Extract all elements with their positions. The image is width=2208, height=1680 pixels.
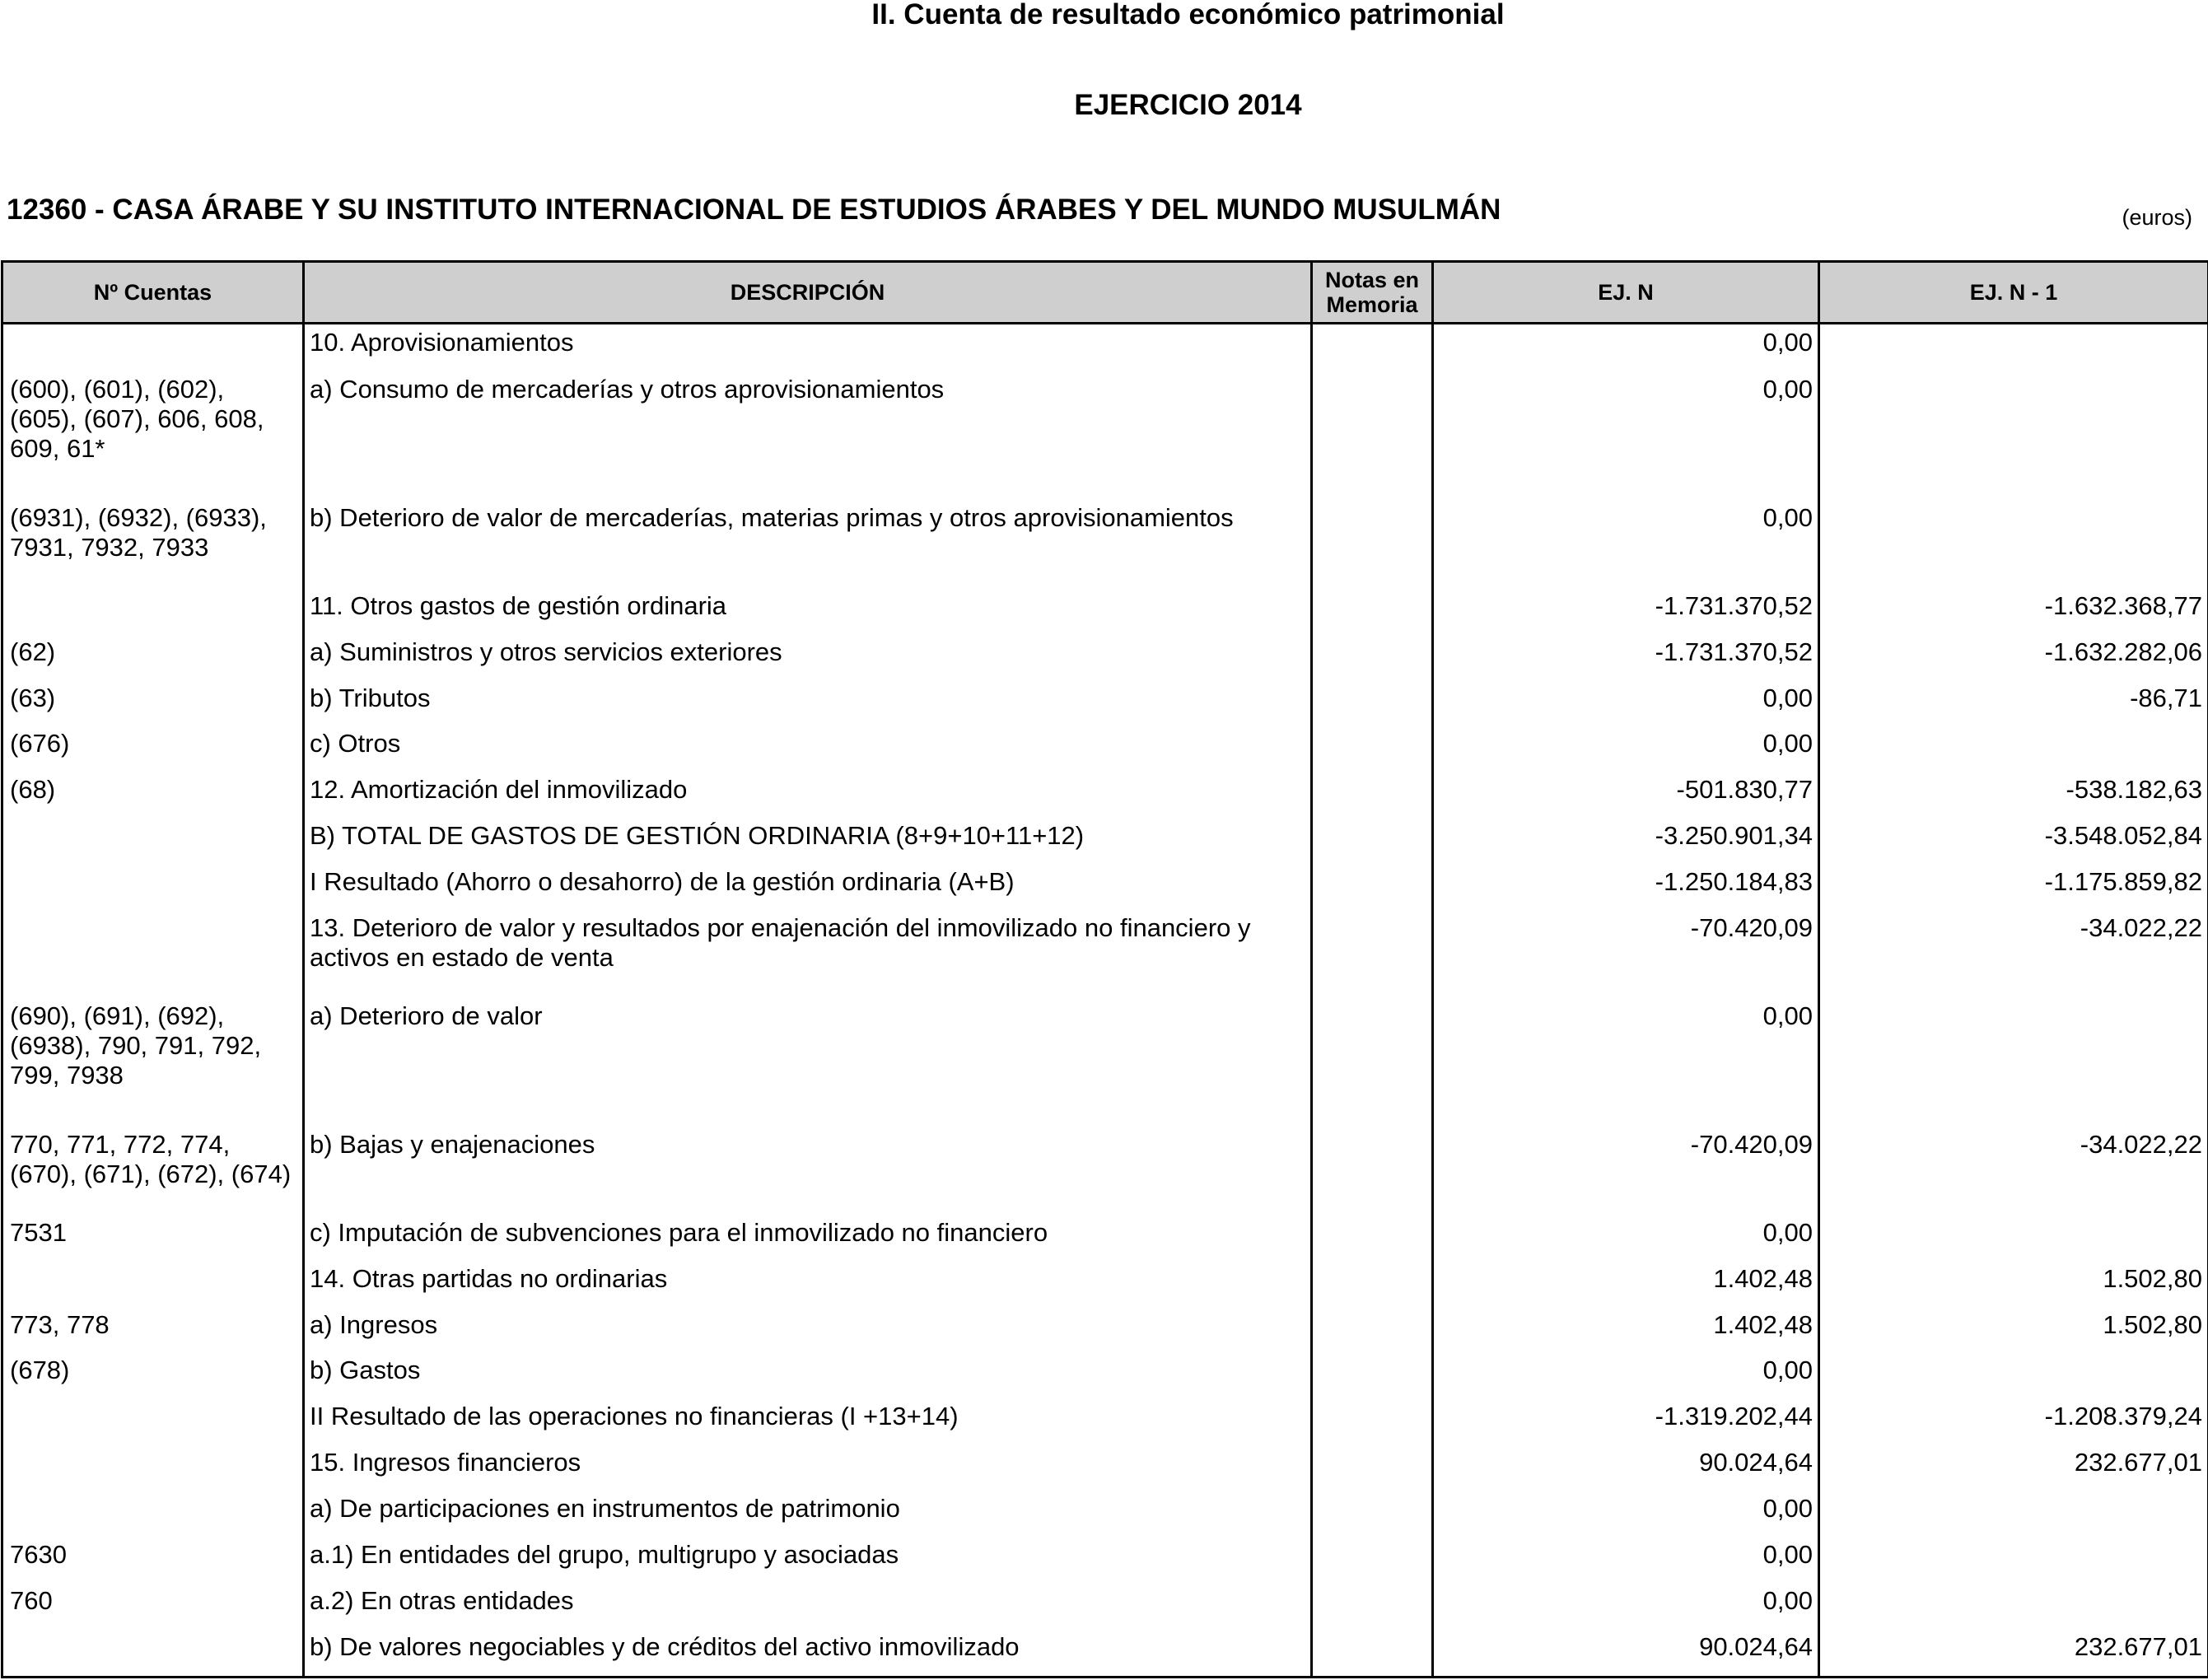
column-header-notes: Notas en Memoria	[1312, 262, 1433, 324]
column-header-year-n: EJ. N	[1433, 262, 1819, 324]
year-n-1-cell	[1819, 998, 2208, 1127]
year-n-cell: 1.402,48	[1433, 1307, 1819, 1353]
account-cell	[2, 1444, 304, 1491]
column-header-accounts: Nº Cuentas	[2, 262, 304, 324]
notes-cell	[1312, 500, 1433, 587]
notes-cell	[1312, 1398, 1433, 1444]
year-n-1-cell: 232.677,01	[1819, 1629, 2208, 1677]
table-row	[2, 818, 2208, 864]
year-n-cell: 0,00	[1433, 1583, 1819, 1629]
description-cell: c) Imputación de subvenciones para el inmovilizado no financiero	[304, 1215, 1312, 1261]
year-n-cell: 0,00	[1433, 680, 1819, 726]
year-n-1-cell	[1819, 371, 2208, 501]
column-header-description: DESCRIPCIÓN	[304, 262, 1312, 324]
account-cell: 770, 771, 772, 774, (670), (671), (672), (674)	[2, 1127, 304, 1214]
table-row	[2, 1215, 2208, 1261]
account-cell: (63)	[2, 680, 304, 726]
account-cell	[2, 1629, 304, 1677]
description-cell: II Resultado de las operaciones no financieras (I +13+14)	[304, 1398, 1312, 1444]
notes-cell	[1312, 634, 1433, 680]
table-row	[2, 1444, 2208, 1491]
notes-cell	[1312, 680, 1433, 726]
year-n-cell: -501.830,77	[1433, 772, 1819, 818]
year-n-1-cell	[1819, 1583, 2208, 1629]
table-row	[2, 1127, 2208, 1214]
year-n-cell: 0,00	[1433, 1491, 1819, 1537]
notes-cell	[1312, 588, 1433, 634]
table-row	[2, 864, 2208, 910]
year-n-cell: 90.024,64	[1433, 1444, 1819, 1491]
account-cell	[2, 1491, 304, 1537]
account-cell: (600), (601), (602), (605), (607), 606, 608, 609, 61*	[2, 371, 304, 501]
year-n-1-cell: -1.632.368,77	[1819, 588, 2208, 634]
year-n-cell: 0,00	[1433, 998, 1819, 1127]
year-n-1-cell: -3.548.052,84	[1819, 818, 2208, 864]
table-row	[2, 1398, 2208, 1444]
year-n-1-cell: 1.502,80	[1819, 1261, 2208, 1307]
table-row	[2, 1352, 2208, 1398]
notes-cell	[1312, 1629, 1433, 1677]
notes-cell	[1312, 1491, 1433, 1537]
year-n-cell: -3.250.901,34	[1433, 818, 1819, 864]
year-n-1-cell: -1.632.282,06	[1819, 634, 2208, 680]
description-cell: a) Consumo de mercaderías y otros aprovisionamientos	[304, 371, 1312, 501]
table-row	[2, 324, 2208, 371]
description-cell: 14. Otras partidas no ordinarias	[304, 1261, 1312, 1307]
notes-cell	[1312, 1583, 1433, 1629]
year-n-1-cell: -538.182,63	[1819, 772, 2208, 818]
year-n-1-cell	[1819, 1491, 2208, 1537]
account-cell	[2, 818, 304, 864]
year-n-cell: 0,00	[1433, 726, 1819, 772]
notes-cell	[1312, 1215, 1433, 1261]
currency-units: (euros)	[2122, 205, 2192, 230]
table-row	[2, 910, 2208, 997]
table-row	[2, 634, 2208, 680]
account-cell: (6931), (6932), (6933), 7931, 7932, 7933	[2, 500, 304, 587]
year-n-cell: -1.731.370,52	[1433, 588, 1819, 634]
account-cell: 760	[2, 1583, 304, 1629]
account-cell: 7531	[2, 1215, 304, 1261]
notes-cell	[1312, 1261, 1433, 1307]
account-cell: (68)	[2, 772, 304, 818]
description-cell: a.2) En otras entidades	[304, 1583, 1312, 1629]
year-n-cell: 0,00	[1433, 1215, 1819, 1261]
notes-cell	[1312, 1127, 1433, 1214]
notes-cell	[1312, 1444, 1433, 1491]
notes-cell	[1312, 910, 1433, 997]
year-n-1-cell	[1819, 1352, 2208, 1398]
description-cell: 11. Otros gastos de gestión ordinaria	[304, 588, 1312, 634]
year-n-1-cell	[1819, 726, 2208, 772]
description-cell: 15. Ingresos financieros	[304, 1444, 1312, 1491]
description-cell: a) Deterioro de valor	[304, 998, 1312, 1127]
notes-cell	[1312, 1352, 1433, 1398]
year-n-cell: -70.420,09	[1433, 1127, 1819, 1214]
description-cell: b) Bajas y enajenaciones	[304, 1127, 1312, 1214]
table-row	[2, 998, 2208, 1127]
account-cell: (62)	[2, 634, 304, 680]
income-statement-table	[1, 260, 2208, 1678]
year-n-1-cell: 232.677,01	[1819, 1444, 2208, 1491]
year-n-cell: 90.024,64	[1433, 1629, 1819, 1677]
description-cell: I Resultado (Ahorro o desahorro) de la gestión ordinaria (A+B)	[304, 864, 1312, 910]
notes-cell	[1312, 371, 1433, 501]
description-cell: a) Suministros y otros servicios exteriores	[304, 634, 1312, 680]
table-row	[2, 500, 2208, 587]
year-n-1-cell	[1819, 324, 2208, 371]
table-row	[2, 1629, 2208, 1677]
account-cell	[2, 1398, 304, 1444]
account-cell	[2, 324, 304, 371]
account-cell	[2, 1261, 304, 1307]
notes-cell	[1312, 864, 1433, 910]
description-cell: 10. Aprovisionamientos	[304, 324, 1312, 371]
table-row	[2, 726, 2208, 772]
year-n-1-cell	[1819, 1215, 2208, 1261]
description-cell: b) Tributos	[304, 680, 1312, 726]
description-cell: c) Otros	[304, 726, 1312, 772]
year-n-1-cell: -1.175.859,82	[1819, 864, 2208, 910]
description-cell: b) Deterioro de valor de mercaderías, materias primas y otros aprovisionamientos	[304, 500, 1312, 587]
description-cell: a) Ingresos	[304, 1307, 1312, 1353]
notes-cell	[1312, 324, 1433, 371]
table-row	[2, 1537, 2208, 1583]
notes-cell	[1312, 1537, 1433, 1583]
fiscal-year: EJERCICIO 2014	[1074, 89, 1302, 121]
year-n-1-cell: 1.502,80	[1819, 1307, 2208, 1353]
table-row	[2, 1491, 2208, 1537]
description-cell: B) TOTAL DE GASTOS DE GESTIÓN ORDINARIA (8+9+10+11+12)	[304, 818, 1312, 864]
notes-cell	[1312, 726, 1433, 772]
account-cell: (676)	[2, 726, 304, 772]
description-cell: a.1) En entidades del grupo, multigrupo y asociadas	[304, 1537, 1312, 1583]
description-cell: 13. Deterioro de valor y resultados por enajenación del inmovilizado no financiero y activos en estado de venta	[304, 910, 1312, 997]
account-cell	[2, 910, 304, 997]
table-row	[2, 588, 2208, 634]
year-n-1-cell: -1.208.379,24	[1819, 1398, 2208, 1444]
account-cell: 773, 778	[2, 1307, 304, 1353]
description-cell: b) Gastos	[304, 1352, 1312, 1398]
year-n-1-cell: -34.022,22	[1819, 1127, 2208, 1214]
year-n-1-cell: -34.022,22	[1819, 910, 2208, 997]
year-n-1-cell	[1819, 1537, 2208, 1583]
entity-name: 12360 - CASA ÁRABE Y SU INSTITUTO INTERNACIONAL DE ESTUDIOS ÁRABES Y DEL MUNDO MUSULMÁN	[7, 194, 1501, 226]
year-n-1-cell	[1819, 500, 2208, 587]
account-cell	[2, 588, 304, 634]
table-row	[2, 1261, 2208, 1307]
year-n-cell: 1.402,48	[1433, 1261, 1819, 1307]
table-row	[2, 772, 2208, 818]
account-cell: (678)	[2, 1352, 304, 1398]
description-cell: a) De participaciones en instrumentos de patrimonio	[304, 1491, 1312, 1537]
notes-cell	[1312, 818, 1433, 864]
year-n-cell: 0,00	[1433, 324, 1819, 371]
table-row	[2, 680, 2208, 726]
year-n-cell: -70.420,09	[1433, 910, 1819, 997]
notes-cell	[1312, 1307, 1433, 1353]
notes-cell	[1312, 772, 1433, 818]
year-n-cell: -1.250.184,83	[1433, 864, 1819, 910]
year-n-cell: -1.319.202,44	[1433, 1398, 1819, 1444]
notes-cell	[1312, 998, 1433, 1127]
description-cell: 12. Amortización del inmovilizado	[304, 772, 1312, 818]
account-cell	[2, 864, 304, 910]
account-cell: 7630	[2, 1537, 304, 1583]
table-row	[2, 1307, 2208, 1353]
year-n-cell: 0,00	[1433, 371, 1819, 501]
account-cell: (690), (691), (692), (6938), 790, 791, 792, 799, 7938	[2, 998, 304, 1127]
table-body	[2, 324, 2208, 1678]
table-row	[2, 371, 2208, 501]
description-cell: b) De valores negociables y de créditos del activo inmovilizado	[304, 1629, 1312, 1677]
year-n-cell: -1.731.370,52	[1433, 634, 1819, 680]
table-row	[2, 1583, 2208, 1629]
year-n-1-cell: -86,71	[1819, 680, 2208, 726]
table-header-row	[2, 262, 2208, 324]
column-header-year-n-1: EJ. N - 1	[1819, 262, 2208, 324]
year-n-cell: 0,00	[1433, 500, 1819, 587]
year-n-cell: 0,00	[1433, 1352, 1819, 1398]
document-title: II. Cuenta de resultado económico patrimonial	[871, 0, 1505, 30]
year-n-cell: 0,00	[1433, 1537, 1819, 1583]
